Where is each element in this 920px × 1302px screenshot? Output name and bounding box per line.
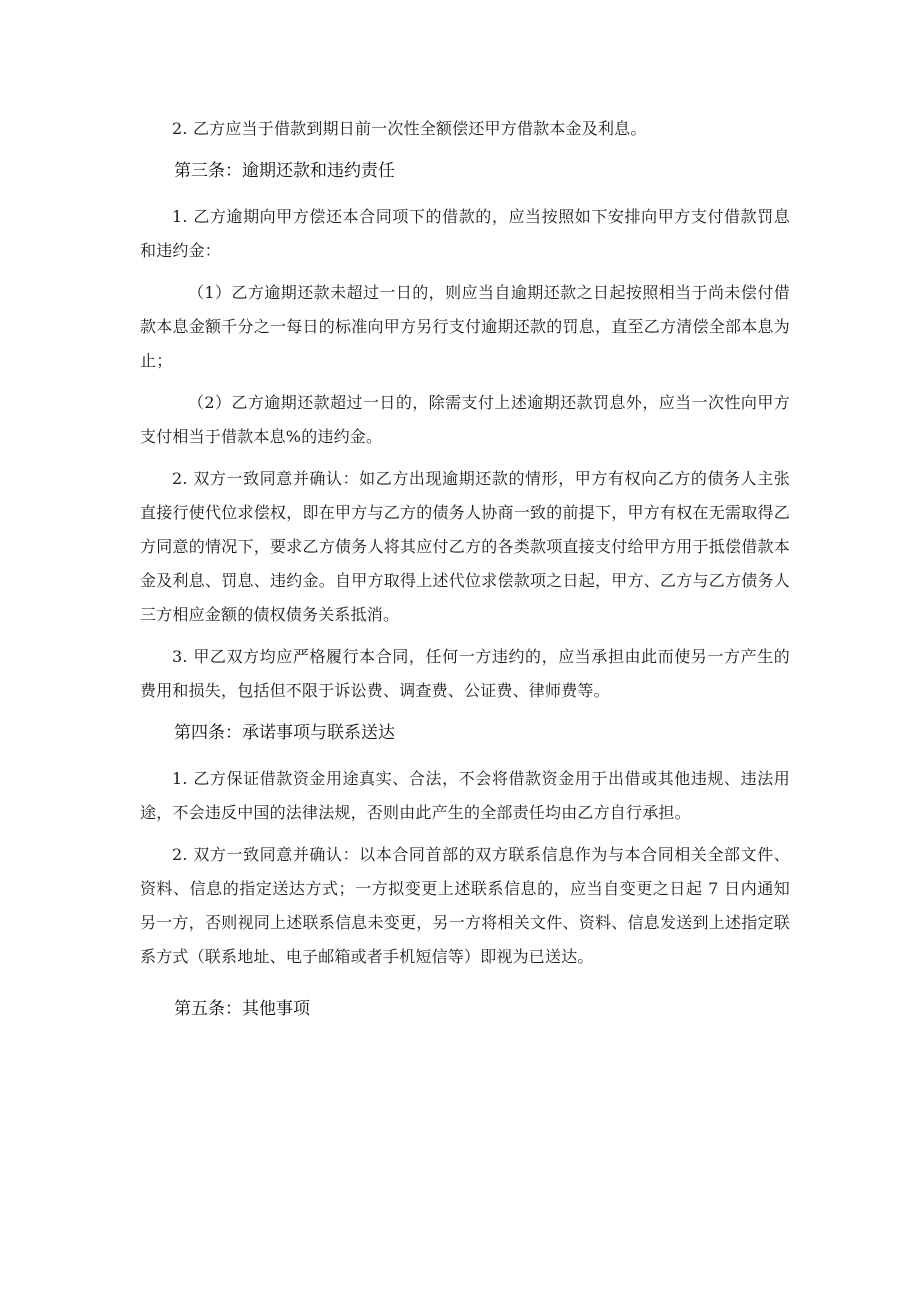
document-body xyxy=(140,112,790,1038)
article-3-clause-3: 3. 甲乙双方均应严格履行本合同，任何一方违约的，应当承担由此而使另一方产生的费用和损失，包括但不限于诉讼费、调查费、公证费、律师费等。 xyxy=(140,647,790,700)
article-4-heading: 第四条：承诺事项与联系送达 xyxy=(174,723,395,743)
article-3-heading: 第三条：逾期还款和违约责任 xyxy=(174,161,395,181)
article-4-clause-1: 1. 乙方保证借款资金用途真实、合法，不会将借款资金用于出借或其他违规、违法用途，不会违反中国的法律法规，否则由此产生的全部责任均由乙方自行承担。 xyxy=(140,769,790,822)
article-4-clause-2: 2. 双方一致同意并确认：以本合同首部的双方联系信息作为与本合同相关全部文件、资料、信息的指定送达方式；一方拟变更上述联系信息的，应当自变更之日起 7 日内通知另一方，否则视同上述联系信息未变更，另一方将相关文件、资料、信息发送到上述指定联系方式（联系地址、电子邮箱或者手机短信等）即视为已送达。 xyxy=(140,845,790,966)
repayment-clause: 2. 乙方应当于借款到期日前一次性全额偿还甲方借款本金及利息。 xyxy=(172,119,647,138)
article-3-clause-1: 1. 乙方逾期向甲方偿还本合同项下的借款的，应当按照如下安排向甲方支付借款罚息和违约金： xyxy=(140,207,790,260)
article-3-clause-1-item-2: （2）乙方逾期还款超过一日的，除需支付上述逾期还款罚息外，应当一次性向甲方支付相当于借款本息%的违约金。 xyxy=(140,393,790,446)
article-3-clause-2: 2. 双方一致同意并确认：如乙方出现逾期还款的情形，甲方有权向乙方的债务人主张直接行使代位求偿权，即在甲方与乙方的债务人协商一致的前提下，甲方有权在无需取得乙方同意的情况下，要求乙方债务人将其应付乙方的各类款项直接支付给甲方用于抵偿借款本金及利息、罚息、违约金。自甲方取得上述代位求偿款项之日起，甲方、乙方与乙方债务人三方相应金额的债权债务关系抵消。 xyxy=(140,469,790,624)
article-5-heading: 第五条：其他事项 xyxy=(174,999,310,1019)
article-3-clause-1-item-1: （1）乙方逾期还款未超过一日的，则应当自逾期还款之日起按照相当于尚未偿付借款本息金额千分之一每日的标准向甲方另行支付逾期还款的罚息，直至乙方清偿全部本息为止； xyxy=(140,283,790,370)
